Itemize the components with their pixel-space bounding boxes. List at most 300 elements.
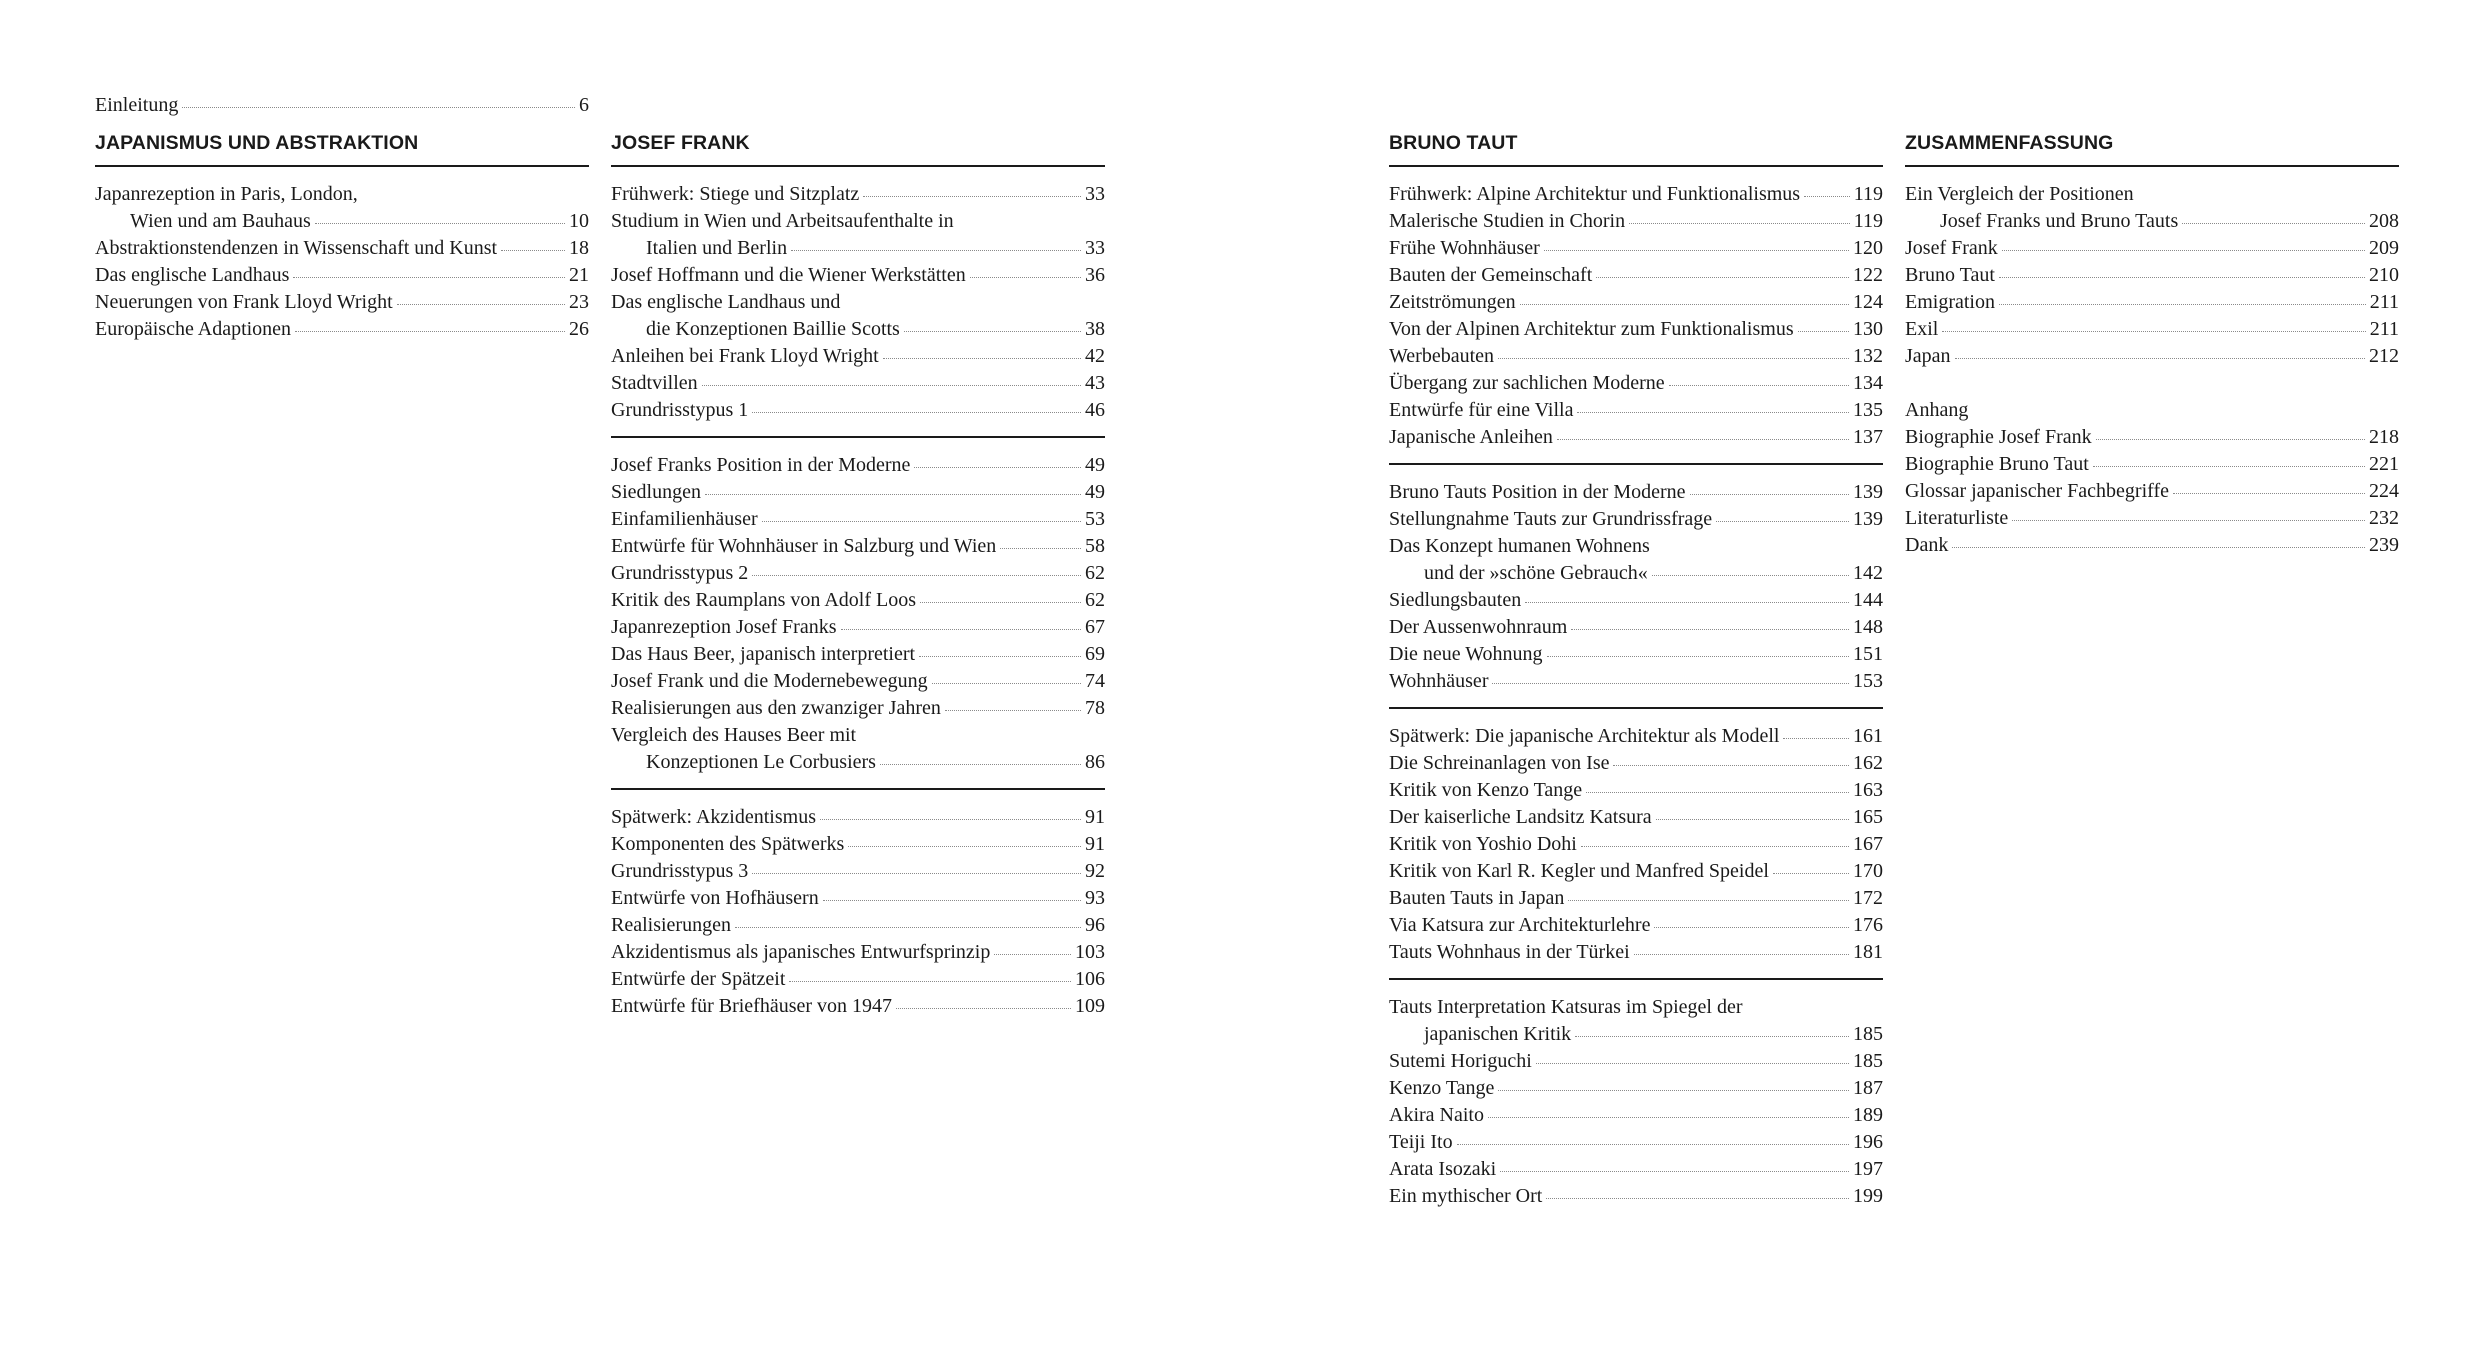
toc-entry bbox=[1389, 397, 1883, 424]
leader-dots bbox=[735, 927, 1081, 928]
toc-entry-title: Entwürfe für Wohnhäuser in Salzburg und Wien bbox=[611, 535, 997, 557]
toc-entry bbox=[611, 479, 1105, 506]
toc-list bbox=[611, 452, 1105, 776]
leader-dots bbox=[1656, 819, 1849, 820]
toc-entry-title-continuation: japanischen Kritik bbox=[1424, 1023, 1572, 1045]
leader-dots bbox=[1498, 1090, 1849, 1091]
leader-dots bbox=[1546, 1198, 1849, 1199]
toc-entry-title: Via Katsura zur Architekturlehre bbox=[1389, 914, 1651, 936]
toc-entry-page: 62 bbox=[1085, 589, 1105, 611]
toc-entry-title-line: Das englische Landhaus und bbox=[611, 291, 841, 313]
toc-entry-page: 91 bbox=[1085, 833, 1105, 855]
toc-entry-title: Japanrezeption Josef Franks bbox=[611, 616, 837, 638]
toc-entry-title: Entwürfe der Spätzeit bbox=[611, 968, 786, 990]
toc-entry-title: Kritik von Kenzo Tange bbox=[1389, 779, 1583, 801]
toc-entry-title: Spätwerk: Akzidentismus bbox=[611, 806, 816, 828]
toc-entry bbox=[1905, 289, 2399, 316]
toc-entry bbox=[611, 831, 1105, 858]
leader-dots bbox=[1547, 656, 1849, 657]
leader-dots bbox=[841, 629, 1082, 630]
leader-dots bbox=[752, 412, 1081, 413]
toc-entry-page: 167 bbox=[1853, 833, 1883, 855]
toc-column-japanismus bbox=[95, 92, 589, 343]
toc-entry-page: 208 bbox=[2369, 210, 2399, 232]
toc-entry bbox=[611, 858, 1105, 885]
toc-entry bbox=[611, 641, 1105, 668]
leader-dots bbox=[1577, 412, 1849, 413]
leader-dots bbox=[1586, 792, 1849, 793]
leader-dots bbox=[1955, 358, 2365, 359]
toc-entry bbox=[1389, 885, 1883, 912]
toc-entry bbox=[1389, 1048, 1883, 1075]
toc-entry-page: 224 bbox=[2369, 480, 2399, 502]
leader-dots bbox=[1613, 765, 1849, 766]
section-heading: BRUNO TAUT bbox=[1389, 131, 1883, 167]
leader-dots bbox=[1581, 846, 1849, 847]
toc-entry bbox=[1389, 1102, 1883, 1129]
spacer bbox=[1905, 370, 2399, 397]
toc-entry bbox=[1389, 343, 1883, 370]
toc-entry-page: 36 bbox=[1085, 264, 1105, 286]
toc-entry bbox=[611, 804, 1105, 831]
toc-entry bbox=[1905, 316, 2399, 343]
toc-entry-title: Frühwerk: Alpine Architektur und Funktionalismus bbox=[1389, 183, 1801, 205]
toc-entry bbox=[1389, 1075, 1883, 1102]
toc-entry-title-continuation: Italien und Berlin bbox=[646, 237, 788, 259]
toc-entry-page: 74 bbox=[1085, 670, 1105, 692]
toc-list bbox=[611, 181, 1105, 424]
toc-entry-title-continuation: die Konzeptionen Baillie Scotts bbox=[646, 318, 900, 340]
toc-entry-page: 185 bbox=[1853, 1050, 1883, 1072]
leader-dots bbox=[1999, 304, 2366, 305]
leader-dots bbox=[752, 873, 1081, 874]
toc-entry bbox=[611, 262, 1105, 289]
section-divider bbox=[1389, 978, 1883, 980]
toc-entry-title: Japan bbox=[1905, 345, 1951, 367]
leader-dots bbox=[904, 331, 1081, 332]
section-heading: JOSEF FRANK bbox=[611, 131, 1105, 167]
leader-dots bbox=[1525, 602, 1849, 603]
toc-entry-page: 10 bbox=[569, 210, 589, 232]
toc-entry bbox=[95, 289, 589, 316]
toc-entry-page: 239 bbox=[2369, 534, 2399, 556]
toc-entry-page: 21 bbox=[569, 264, 589, 286]
toc-list bbox=[1389, 994, 1883, 1210]
toc-entry-title-line: Ein Vergleich der Positionen bbox=[1905, 183, 2134, 205]
toc-entry-title: Europäische Adaptionen bbox=[95, 318, 292, 340]
toc-entry-page: 218 bbox=[2369, 426, 2399, 448]
toc-entry bbox=[1905, 505, 2399, 532]
toc-entry bbox=[611, 912, 1105, 939]
toc-entry-page: 142 bbox=[1853, 562, 1883, 584]
toc-entry bbox=[1389, 614, 1883, 641]
leader-dots bbox=[2012, 520, 2365, 521]
section-heading: JAPANISMUS UND ABSTRAKTION bbox=[95, 131, 589, 167]
toc-entry-title: Japanische Anleihen bbox=[1389, 426, 1553, 448]
toc-entry-page: 124 bbox=[1853, 291, 1883, 313]
toc-entry-title: Die Schreinanlagen von Ise bbox=[1389, 752, 1610, 774]
leader-dots bbox=[863, 196, 1081, 197]
toc-entry-page: 86 bbox=[1085, 751, 1105, 773]
leader-dots bbox=[1798, 331, 1849, 332]
toc-entry-page: 137 bbox=[1853, 426, 1883, 448]
toc-entry-page: 211 bbox=[2369, 291, 2399, 313]
toc-list bbox=[1905, 181, 2399, 370]
leader-dots bbox=[2002, 250, 2365, 251]
toc-list bbox=[1905, 424, 2399, 559]
toc-entry-title: Anleihen bei Frank Lloyd Wright bbox=[611, 345, 879, 367]
toc-entry-title: Josef Frank und die Modernebewegung bbox=[611, 670, 928, 692]
toc-entry bbox=[1389, 777, 1883, 804]
toc-entry-page: 23 bbox=[569, 291, 589, 313]
toc-entry-page: 43 bbox=[1085, 372, 1105, 394]
toc-entry-page: 53 bbox=[1085, 508, 1105, 530]
toc-entry-title: Akzidentismus als japanisches Entwurfsprinzip bbox=[611, 941, 991, 963]
toc-entry bbox=[1389, 424, 1883, 451]
toc-entry-title-continuation: und der »schöne Gebrauch« bbox=[1424, 562, 1648, 584]
toc-entry bbox=[1389, 641, 1883, 668]
toc-entry-title: Entwürfe für eine Villa bbox=[1389, 399, 1574, 421]
toc-entry-page: 185 bbox=[1853, 1023, 1883, 1045]
leader-dots bbox=[919, 656, 1081, 657]
toc-entry-page: 18 bbox=[569, 237, 589, 259]
leader-dots bbox=[1634, 954, 1849, 955]
toc-entry bbox=[611, 533, 1105, 560]
toc-list bbox=[95, 181, 589, 343]
leader-dots bbox=[1544, 250, 1849, 251]
leader-dots bbox=[2173, 493, 2365, 494]
toc-entry-page: 122 bbox=[1853, 264, 1883, 286]
toc-entry-page: 232 bbox=[2369, 507, 2399, 529]
toc-entry-title-continuation: Konzeptionen Le Corbusiers bbox=[646, 751, 876, 773]
toc-entry bbox=[1905, 343, 2399, 370]
leader-dots bbox=[1488, 1117, 1849, 1118]
toc-entry-page: 49 bbox=[1085, 454, 1105, 476]
leader-dots bbox=[945, 710, 1081, 711]
leader-dots bbox=[1457, 1144, 1849, 1145]
toc-entry-title: Biographie Bruno Taut bbox=[1905, 453, 2089, 475]
toc-entry-page: 210 bbox=[2369, 264, 2399, 286]
leader-dots bbox=[1571, 629, 1849, 630]
toc-entry bbox=[611, 614, 1105, 641]
toc-entry-title: Neuerungen von Frank Lloyd Wright bbox=[95, 291, 393, 313]
toc-entry-title: Die neue Wohnung bbox=[1389, 643, 1543, 665]
toc-entry-title-continuation: Wien und am Bauhaus bbox=[130, 210, 311, 232]
toc-entry-page: 38 bbox=[1085, 318, 1105, 340]
toc-entry-page: 134 bbox=[1853, 372, 1883, 394]
section-divider bbox=[611, 436, 1105, 438]
toc-entry-page: 189 bbox=[1853, 1104, 1883, 1126]
toc-entry bbox=[1389, 668, 1883, 695]
toc-entry-title: Teiji Ito bbox=[1389, 1131, 1453, 1153]
toc-entry-title: Tauts Wohnhaus in der Türkei bbox=[1389, 941, 1630, 963]
toc-entry-page: 209 bbox=[2369, 237, 2399, 259]
toc-entry bbox=[1389, 750, 1883, 777]
toc-entry bbox=[1905, 532, 2399, 559]
leader-dots bbox=[397, 304, 565, 305]
toc-entry-page: 139 bbox=[1853, 481, 1883, 503]
toc-entry-title: Glossar japanischer Fachbegriffe bbox=[1905, 480, 2169, 502]
leader-dots bbox=[293, 277, 565, 278]
appendix-label: Anhang bbox=[1905, 399, 1969, 421]
toc-entry-title: Das Haus Beer, japanisch interpretiert bbox=[611, 643, 916, 665]
leader-dots bbox=[1536, 1063, 1849, 1064]
toc-entry bbox=[1905, 451, 2399, 478]
toc-column-zusammenfassung bbox=[1905, 92, 2399, 559]
toc-entry-title: Spätwerk: Die japanische Architektur als Modell bbox=[1389, 725, 1780, 747]
toc-entry-title: Josef Hoffmann und die Wiener Werkstätten bbox=[611, 264, 966, 286]
toc-entry-page: 163 bbox=[1853, 779, 1883, 801]
toc-entry bbox=[1389, 208, 1883, 235]
toc-entry bbox=[611, 397, 1105, 424]
toc-entry-page: 62 bbox=[1085, 562, 1105, 584]
leader-dots bbox=[896, 1008, 1071, 1009]
toc-entry-page: 42 bbox=[1085, 345, 1105, 367]
toc-list bbox=[611, 804, 1105, 1020]
toc-entry bbox=[1389, 181, 1883, 208]
toc-entry-page: 93 bbox=[1085, 887, 1105, 909]
leader-dots bbox=[1568, 900, 1849, 901]
toc-entry-title: Werbebauten bbox=[1389, 345, 1494, 367]
toc-entry-page: 78 bbox=[1085, 697, 1105, 719]
toc-entry bbox=[611, 316, 1105, 343]
toc-entry bbox=[1905, 208, 2399, 235]
toc-entry bbox=[1389, 804, 1883, 831]
toc-entry-title: Abstraktionstendenzen in Wissenschaft und Kunst bbox=[95, 237, 498, 259]
leader-dots bbox=[1690, 494, 1849, 495]
leader-dots bbox=[1942, 331, 2365, 332]
leader-dots bbox=[501, 250, 565, 251]
toc-entry bbox=[1389, 560, 1883, 587]
toc-entry-title-line: Tauts Interpretation Katsuras im Spiegel der bbox=[1389, 996, 1743, 1018]
toc-entry-page: 33 bbox=[1085, 237, 1105, 259]
toc-entry-title: Das englische Landhaus bbox=[95, 264, 290, 286]
toc-entry bbox=[611, 668, 1105, 695]
toc-entry-page: 165 bbox=[1853, 806, 1883, 828]
leader-dots bbox=[1575, 1036, 1849, 1037]
leader-dots bbox=[1500, 1171, 1849, 1172]
toc-entry-title: Einleitung bbox=[95, 94, 179, 116]
leader-dots bbox=[1654, 927, 1849, 928]
leader-dots bbox=[1773, 873, 1849, 874]
toc-entry-title: Arata Isozaki bbox=[1389, 1158, 1497, 1180]
toc-entry-page: 148 bbox=[1853, 616, 1883, 638]
toc-entry-page: 187 bbox=[1853, 1077, 1883, 1099]
toc-entry-page: 161 bbox=[1853, 725, 1883, 747]
toc-entry-title: Bruno Tauts Position in der Moderne bbox=[1389, 481, 1686, 503]
toc-entry bbox=[611, 560, 1105, 587]
toc-entry-page: 221 bbox=[2369, 453, 2399, 475]
leader-dots bbox=[752, 575, 1081, 576]
toc-entry bbox=[1905, 262, 2399, 289]
toc-entry bbox=[1905, 478, 2399, 505]
toc-entry-page: 139 bbox=[1853, 508, 1883, 530]
leader-dots bbox=[2093, 466, 2365, 467]
leader-dots bbox=[1520, 304, 1849, 305]
toc-entry-title: Josef Frank bbox=[1905, 237, 1998, 259]
leader-dots bbox=[914, 467, 1081, 468]
toc-entry-einleitung bbox=[95, 92, 589, 119]
toc-entry-page: 153 bbox=[1853, 670, 1883, 692]
section-divider bbox=[1389, 463, 1883, 465]
section-divider bbox=[611, 788, 1105, 790]
leader-dots bbox=[1999, 277, 2365, 278]
toc-entry bbox=[1389, 235, 1883, 262]
toc-entry-title: Malerische Studien in Chorin bbox=[1389, 210, 1626, 232]
toc-entry-title: Kritik von Yoshio Dohi bbox=[1389, 833, 1577, 855]
toc-entry-page: 162 bbox=[1853, 752, 1883, 774]
toc-entry-page: 106 bbox=[1075, 968, 1105, 990]
toc-entry bbox=[95, 316, 589, 343]
toc-entry-title: Grundrisstypus 2 bbox=[611, 562, 749, 584]
leader-dots bbox=[820, 819, 1081, 820]
toc-entry-page: 58 bbox=[1085, 535, 1105, 557]
leader-dots bbox=[994, 954, 1071, 955]
toc-entry-title: Siedlungsbauten bbox=[1389, 589, 1522, 611]
toc-entry-page: 130 bbox=[1853, 318, 1883, 340]
toc-entry bbox=[611, 181, 1105, 208]
toc-entry-title-line: Das Konzept humanen Wohnens bbox=[1389, 535, 1650, 557]
toc-entry-title: Biographie Josef Frank bbox=[1905, 426, 2092, 448]
toc-entry bbox=[1389, 587, 1883, 614]
toc-entry-title: Komponenten des Spätwerks bbox=[611, 833, 845, 855]
leader-dots bbox=[295, 331, 565, 332]
leader-dots bbox=[315, 223, 565, 224]
toc-entry-page: 6 bbox=[579, 94, 589, 116]
toc-entry-page: 109 bbox=[1075, 995, 1105, 1017]
toc-entry-title: Zeitströmungen bbox=[1389, 291, 1516, 313]
toc-entry-title: Stellungnahme Tauts zur Grundrissfrage bbox=[1389, 508, 1713, 530]
toc-entry-title-line: Japanrezeption in Paris, London, bbox=[95, 183, 358, 205]
leader-dots bbox=[970, 277, 1081, 278]
toc-entry-title: Bruno Taut bbox=[1905, 264, 1995, 286]
leader-dots bbox=[1492, 683, 1849, 684]
toc-entry-page: 96 bbox=[1085, 914, 1105, 936]
toc-entry bbox=[1389, 479, 1883, 506]
toc-entry-page: 33 bbox=[1085, 183, 1105, 205]
toc-entry-title: Grundrisstypus 3 bbox=[611, 860, 749, 882]
toc-list bbox=[1389, 181, 1883, 451]
toc-entry bbox=[1905, 424, 2399, 451]
toc-entry-title: Frühe Wohnhäuser bbox=[1389, 237, 1540, 259]
section-heading: ZUSAMMENFASSUNG bbox=[1905, 131, 2399, 167]
toc-entry bbox=[611, 370, 1105, 397]
toc-entry-title: Bauten Tauts in Japan bbox=[1389, 887, 1565, 909]
toc-entry-page: 120 bbox=[1853, 237, 1883, 259]
leader-dots bbox=[883, 358, 1081, 359]
toc-entry bbox=[95, 235, 589, 262]
toc-entry-title: Von der Alpinen Architektur zum Funktionalismus bbox=[1389, 318, 1794, 340]
toc-list bbox=[1389, 479, 1883, 695]
toc-entry bbox=[1389, 723, 1883, 750]
leader-dots bbox=[791, 250, 1081, 251]
toc-entry bbox=[1389, 1129, 1883, 1156]
toc-entry-page: 103 bbox=[1075, 941, 1105, 963]
toc-entry bbox=[1389, 939, 1883, 966]
toc-list bbox=[1389, 723, 1883, 966]
toc-entry-title: Realisierungen bbox=[611, 914, 731, 936]
toc-entry-page: 26 bbox=[569, 318, 589, 340]
toc-entry-title: Kritik des Raumplans von Adolf Loos bbox=[611, 589, 916, 611]
toc-entry-page: 181 bbox=[1853, 941, 1883, 963]
toc-entry-title-line: Studium in Wien und Arbeitsaufenthalte in bbox=[611, 210, 954, 232]
toc-entry bbox=[611, 452, 1105, 479]
toc-entry bbox=[95, 208, 589, 235]
toc-entry-title: Sutemi Horiguchi bbox=[1389, 1050, 1532, 1072]
toc-entry-title: Ein mythischer Ort bbox=[1389, 1185, 1543, 1207]
toc-entry-title: Einfamilienhäuser bbox=[611, 508, 758, 530]
toc-entry-title: Kritik von Karl R. Kegler und Manfred Speidel bbox=[1389, 860, 1769, 882]
toc-entry bbox=[611, 885, 1105, 912]
toc-entry bbox=[1905, 235, 2399, 262]
toc-entry-title: Emigration bbox=[1905, 291, 1995, 313]
toc-entry-title: Literaturliste bbox=[1905, 507, 2009, 529]
leader-dots bbox=[1652, 575, 1849, 576]
toc-entry-page: 92 bbox=[1085, 860, 1105, 882]
leader-dots bbox=[880, 764, 1081, 765]
toc-entry-title-continuation: Josef Franks und Bruno Tauts bbox=[1940, 210, 2179, 232]
leader-dots bbox=[789, 981, 1071, 982]
toc-entry bbox=[1389, 370, 1883, 397]
leader-dots bbox=[1716, 521, 1849, 522]
leader-dots bbox=[2096, 439, 2365, 440]
leader-dots bbox=[2182, 223, 2365, 224]
toc-entry-page: 172 bbox=[1853, 887, 1883, 909]
toc-entry bbox=[1389, 506, 1883, 533]
leader-dots bbox=[920, 602, 1081, 603]
toc-entry bbox=[1389, 1021, 1883, 1048]
leader-dots bbox=[1804, 196, 1850, 197]
toc-column-bruno-taut bbox=[1389, 92, 1883, 1210]
toc-entry bbox=[611, 343, 1105, 370]
toc-column-josef-frank bbox=[611, 92, 1105, 1020]
toc-entry-page: 132 bbox=[1853, 345, 1883, 367]
toc-entry bbox=[611, 506, 1105, 533]
leader-dots bbox=[762, 521, 1081, 522]
toc-entry-title: Grundrisstypus 1 bbox=[611, 399, 749, 421]
toc-entry bbox=[1389, 316, 1883, 343]
toc-entry-page: 211 bbox=[2369, 318, 2399, 340]
toc-entry-title: Siedlungen bbox=[611, 481, 701, 503]
toc-entry bbox=[611, 235, 1105, 262]
toc-entry-title: Entwürfe für Briefhäuser von 1947 bbox=[611, 995, 893, 1017]
toc-entry bbox=[1389, 858, 1883, 885]
toc-entry-page: 49 bbox=[1085, 481, 1105, 503]
toc-entry-title: Entwürfe von Hofhäusern bbox=[611, 887, 819, 909]
leader-dots bbox=[705, 494, 1081, 495]
toc-entry-title: Bauten der Gemeinschaft bbox=[1389, 264, 1593, 286]
toc-entry-title: Akira Naito bbox=[1389, 1104, 1484, 1126]
toc-entry-title: Josef Franks Position in der Moderne bbox=[611, 454, 911, 476]
toc-entry-title: Kenzo Tange bbox=[1389, 1077, 1495, 1099]
leader-dots bbox=[1629, 223, 1850, 224]
toc-entry-title: Realisierungen aus den zwanziger Jahren bbox=[611, 697, 941, 719]
leader-dots bbox=[1498, 358, 1849, 359]
toc-entry-title: Stadtvillen bbox=[611, 372, 698, 394]
toc-entry-page: 119 bbox=[1853, 210, 1883, 232]
toc-entry bbox=[611, 695, 1105, 722]
toc-entry bbox=[1389, 912, 1883, 939]
toc-entry-page: 69 bbox=[1085, 643, 1105, 665]
toc-entry-page: 170 bbox=[1853, 860, 1883, 882]
leader-dots bbox=[1952, 547, 2365, 548]
toc-entry-title: Der kaiserliche Landsitz Katsura bbox=[1389, 806, 1652, 828]
toc-entry bbox=[611, 939, 1105, 966]
toc-entry bbox=[1389, 1183, 1883, 1210]
leader-dots bbox=[1557, 439, 1849, 440]
toc-entry bbox=[611, 749, 1105, 776]
leader-dots bbox=[1596, 277, 1849, 278]
